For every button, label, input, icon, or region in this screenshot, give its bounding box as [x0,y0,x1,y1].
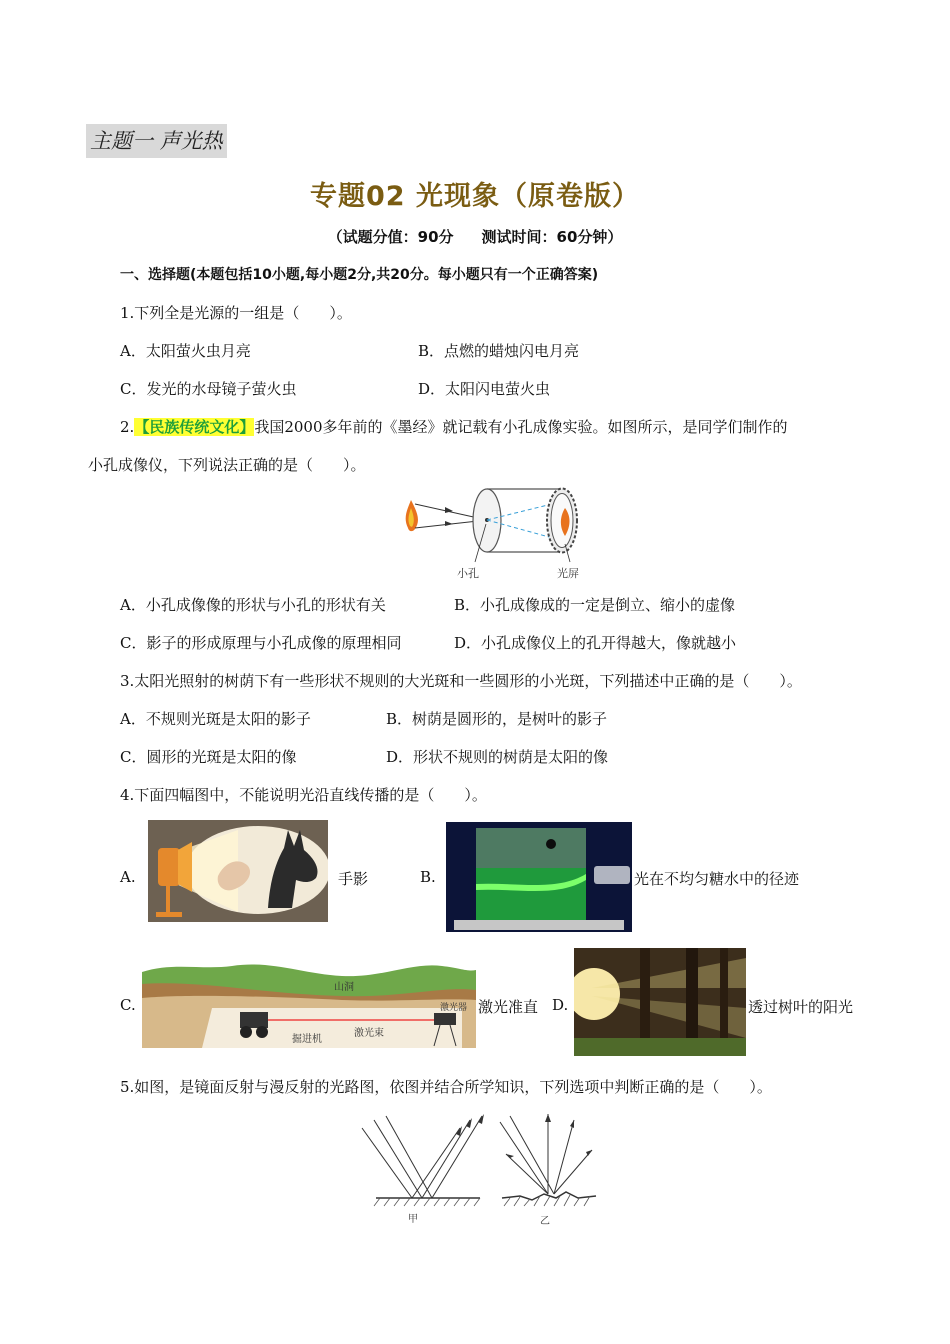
fig-label-screen: 光屏 [557,567,579,580]
q5-stem: 5.如图，是镜面反射与漫反射的光路图，依图并结合所学知识，下列选项中判断正确的是（ ）。 [120,1078,772,1096]
q2-option-a: A．小孔成像像的形状与小孔的形状有关 [120,596,386,614]
time-info: 测试时间：60分钟） [481,228,623,246]
fig-label-yi: 乙 [540,1216,550,1227]
fig-label-laser: 激光器 [440,1003,468,1013]
fig-label-cave: 山洞 [334,982,354,993]
diffuse-reflection-figure [500,1114,596,1200]
q4-option-d-label: D. [552,996,569,1014]
q4-option-a-label: A. [120,868,136,886]
specular-reflection-figure [362,1116,482,1198]
page-title: 专题02 光现象（原卷版） [310,181,640,212]
q3-option-c: C．圆形的光斑是太阳的像 [120,748,297,766]
fig-label-jia: 甲 [408,1214,418,1225]
q2-stem-line1 [120,416,788,437]
reflection-diagram [360,1110,600,1228]
section-heading: 一、选择题(本题包括10小题,每小题2分,共20分。每小题只有一个正确答案) [120,267,599,283]
exam-info [0,226,950,247]
fig-label-beam: 激光束 [354,1028,384,1039]
laser-tunnel-image [142,960,476,1048]
q2-option-b: B．小孔成像成的一定是倒立、缩小的虚像 [454,596,736,614]
q2-stem-line2: 小孔成像仪，下列说法正确的是（ ）。 [88,456,366,474]
q1-option-b: B．点燃的蜡烛闪电月亮 [418,342,580,360]
q4-option-c-label: C. [120,996,136,1014]
q2-culture-tag: 【民族传统文化】 [134,418,255,436]
q2-option-d: D．小孔成像仪上的孔开得越大，像就越小 [454,634,737,652]
q3-option-a: A．不规则光斑是太阳的影子 [120,710,311,728]
tunneling-machine-icon [240,1012,268,1028]
fig-label-hole: 小孔 [457,567,479,580]
q1-option-a: A．太阳萤火虫月亮 [120,342,251,360]
sugar-water-image [446,822,632,932]
topic-label: 主题一 声光热 [86,124,227,158]
pinhole-camera-figure [395,484,595,584]
q2-stem-text: 我国2000多年前的《墨经》就记载有小孔成像实验。如图所示，是同学们制作的 [254,418,788,436]
fig-label-machine: 掘进机 [292,1034,322,1045]
q4-stem: 4.下面四幅图中，不能说明光沿直线传播的是（ ）。 [120,786,487,804]
q1-stem: 1.下列全是光源的一组是（ ）。 [120,304,352,322]
q4-option-c-text: 激光准直 [478,998,539,1016]
score-info: （试题分值：90分 [327,228,454,246]
q4-option-b-text: 光在不均匀糖水中的径迹 [634,870,800,888]
q4-option-b-label: B. [420,868,436,886]
q2-option-c: C．影子的形成原理与小孔成像的原理相同 [120,634,402,652]
q4-option-a-text: 手影 [338,870,369,888]
q2-number: 2. [120,418,135,436]
q4-option-d-text: 透过树叶的阳光 [748,998,854,1016]
q1-option-c: C．发光的水母镜子萤火虫 [120,380,297,398]
hand-shadow-image [148,820,328,922]
q1-option-d: D．太阳闪电萤火虫 [418,380,551,398]
q3-stem: 3.太阳光照射的树荫下有一些形状不规则的大光斑和一些圆形的小光斑，下列描述中正确的是（ ）。 [120,672,802,690]
forest-sunlight-image [574,948,746,1056]
q3-option-b: B．树荫是圆形的，是树叶的影子 [386,710,608,728]
q3-option-d: D．形状不规则的树荫是太阳的像 [386,748,609,766]
laser-device-icon [434,1013,456,1025]
laser-pointer-icon [594,866,630,884]
